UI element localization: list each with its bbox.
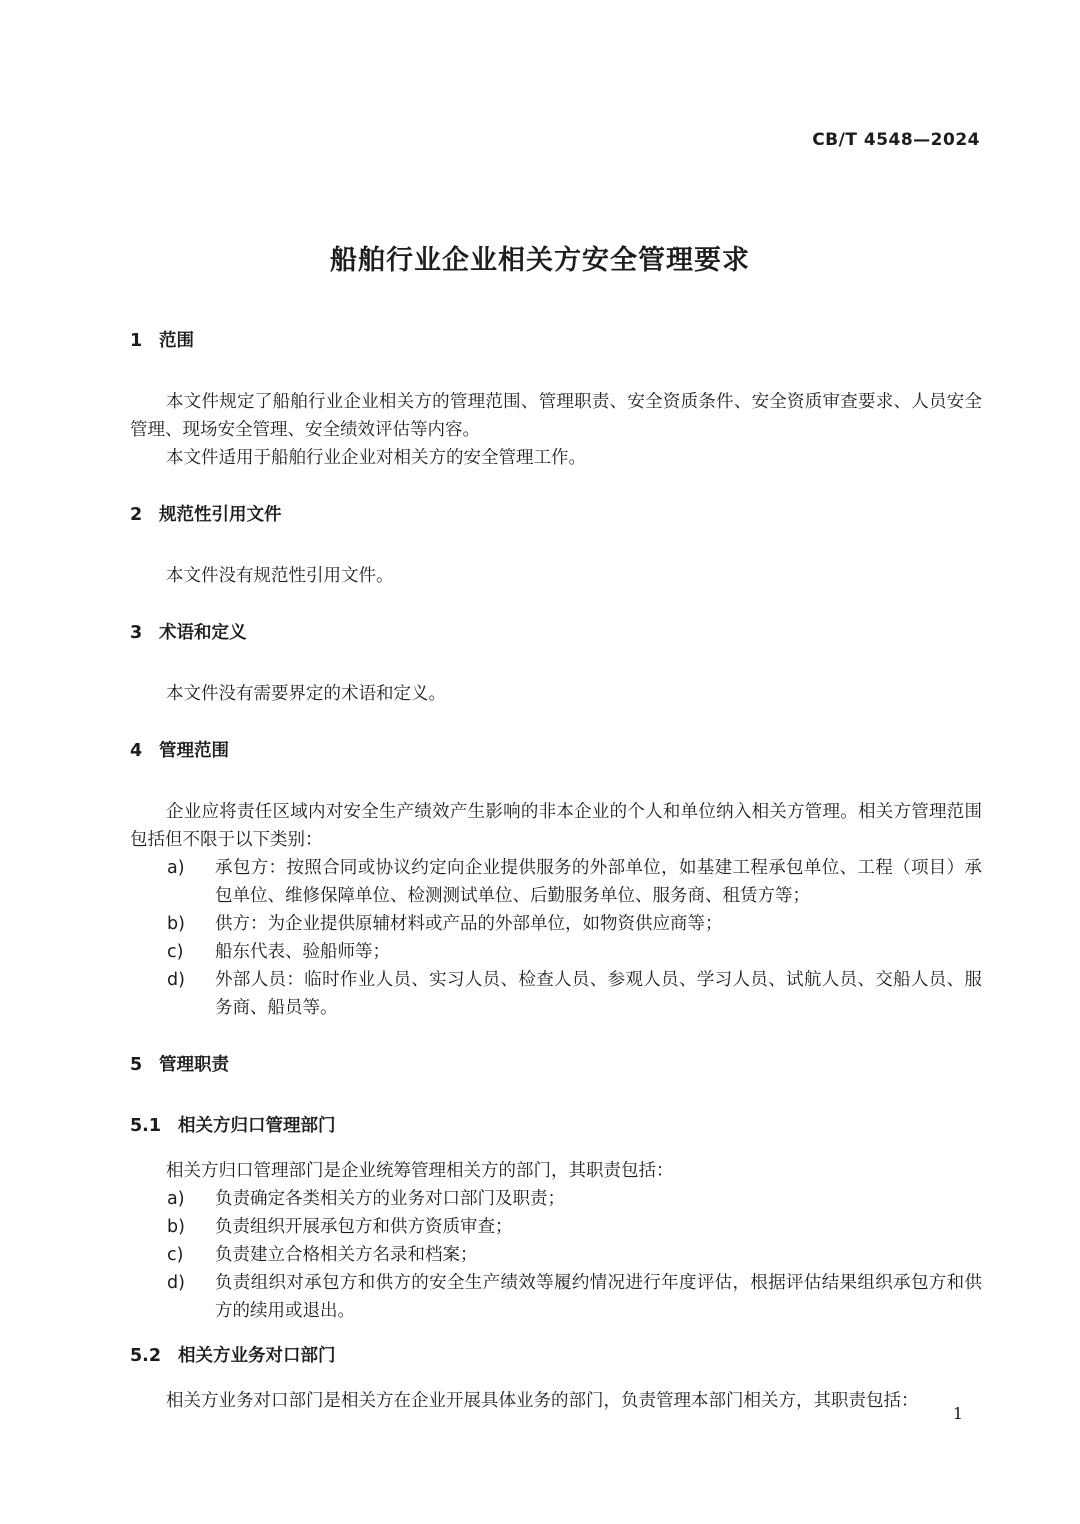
paragraph: 本文件规定了船舶行业企业相关方的管理范围、管理职责、安全资质条件、安全资质审查要求、人员安全管理、现场安全管理、安全绩效评估等内容。 bbox=[130, 392, 982, 440]
section-5-1-heading bbox=[130, 1112, 982, 1140]
document-body bbox=[130, 327, 982, 1415]
list-text: 承包方：按照合同或协议约定向企业提供服务的外部单位，如基建工程承包单位、工程（项目）承包单位、维修保障单位、检测测试单位、后勤服务单位、服务商、租赁方等； bbox=[215, 858, 982, 906]
category-list bbox=[130, 854, 982, 1022]
list-marker: a) bbox=[167, 1189, 185, 1209]
section-number: 1 bbox=[130, 331, 143, 351]
list-marker: b) bbox=[167, 1217, 185, 1237]
list-item bbox=[130, 1185, 982, 1213]
paragraph: 相关方归口管理部门是企业统筹管理相关方的部门，其职责包括： bbox=[166, 1161, 674, 1181]
list-item bbox=[130, 910, 982, 938]
list-item bbox=[130, 1241, 982, 1269]
section-number: 4 bbox=[130, 741, 143, 761]
paragraph: 本文件没有规范性引用文件。 bbox=[166, 566, 394, 586]
list-item bbox=[130, 938, 982, 966]
section-title: 相关方归口管理部门 bbox=[178, 1116, 336, 1136]
list-text: 负责建立合格相关方名录和档案； bbox=[215, 1245, 478, 1265]
list-text: 船东代表、验船师等； bbox=[215, 942, 390, 962]
section-5-heading bbox=[130, 1051, 982, 1079]
section-number: 5 bbox=[130, 1055, 143, 1075]
list-item bbox=[130, 1269, 982, 1325]
document-title: 船舶行业企业相关方安全管理要求 bbox=[330, 245, 750, 276]
section-title: 管理职责 bbox=[159, 1055, 229, 1075]
list-marker: b) bbox=[167, 914, 185, 934]
section-number: 2 bbox=[130, 505, 143, 525]
standard-code: CB/T 4548—2024 bbox=[812, 130, 980, 150]
section-title: 规范性引用文件 bbox=[159, 505, 282, 525]
section-1-heading bbox=[130, 327, 982, 355]
section-number: 3 bbox=[130, 623, 143, 643]
list-item bbox=[130, 854, 982, 910]
list-marker: a) bbox=[167, 858, 185, 878]
section-title: 相关方业务对口部门 bbox=[178, 1346, 336, 1366]
duty-list bbox=[130, 1185, 982, 1325]
section-2-heading bbox=[130, 501, 982, 529]
section-3-heading bbox=[130, 619, 982, 647]
list-marker: d) bbox=[167, 1273, 185, 1293]
list-item bbox=[130, 966, 982, 1022]
paragraph: 企业应将责任区域内对安全生产绩效产生影响的非本企业的个人和单位纳入相关方管理。相关方管理范围包括但不限于以下类别： bbox=[130, 802, 982, 850]
section-title: 管理范围 bbox=[159, 741, 229, 761]
list-text: 负责确定各类相关方的业务对口部门及职责； bbox=[215, 1189, 565, 1209]
section-5-2-heading bbox=[130, 1342, 982, 1370]
section-4-heading bbox=[130, 737, 982, 765]
section-title: 范围 bbox=[159, 331, 194, 351]
list-text: 负责组织开展承包方和供方资质审查； bbox=[215, 1217, 513, 1237]
list-text: 负责组织对承包方和供方的安全生产绩效等履约情况进行年度评估，根据评估结果组织承包方和供方的续用或退出。 bbox=[215, 1273, 982, 1321]
section-title: 术语和定义 bbox=[159, 623, 247, 643]
list-text: 供方：为企业提供原辅材料或产品的外部单位，如物资供应商等； bbox=[215, 914, 723, 934]
list-marker: d) bbox=[167, 970, 185, 990]
paragraph: 本文件适用于船舶行业企业对相关方的安全管理工作。 bbox=[166, 448, 586, 468]
section-number: 5.1 bbox=[130, 1116, 162, 1136]
section-number: 5.2 bbox=[130, 1346, 162, 1366]
list-item bbox=[130, 1213, 982, 1241]
paragraph: 相关方业务对口部门是相关方在企业开展具体业务的部门，负责管理本部门相关方，其职责包括： bbox=[166, 1391, 919, 1411]
page-number: 1 bbox=[952, 1404, 963, 1423]
list-marker: c) bbox=[167, 1245, 184, 1265]
list-marker: c) bbox=[167, 942, 184, 962]
list-text: 外部人员：临时作业人员、实习人员、检查人员、参观人员、学习人员、试航人员、交船人员、服务商、船员等。 bbox=[215, 970, 982, 1018]
paragraph: 本文件没有需要界定的术语和定义。 bbox=[166, 684, 446, 704]
